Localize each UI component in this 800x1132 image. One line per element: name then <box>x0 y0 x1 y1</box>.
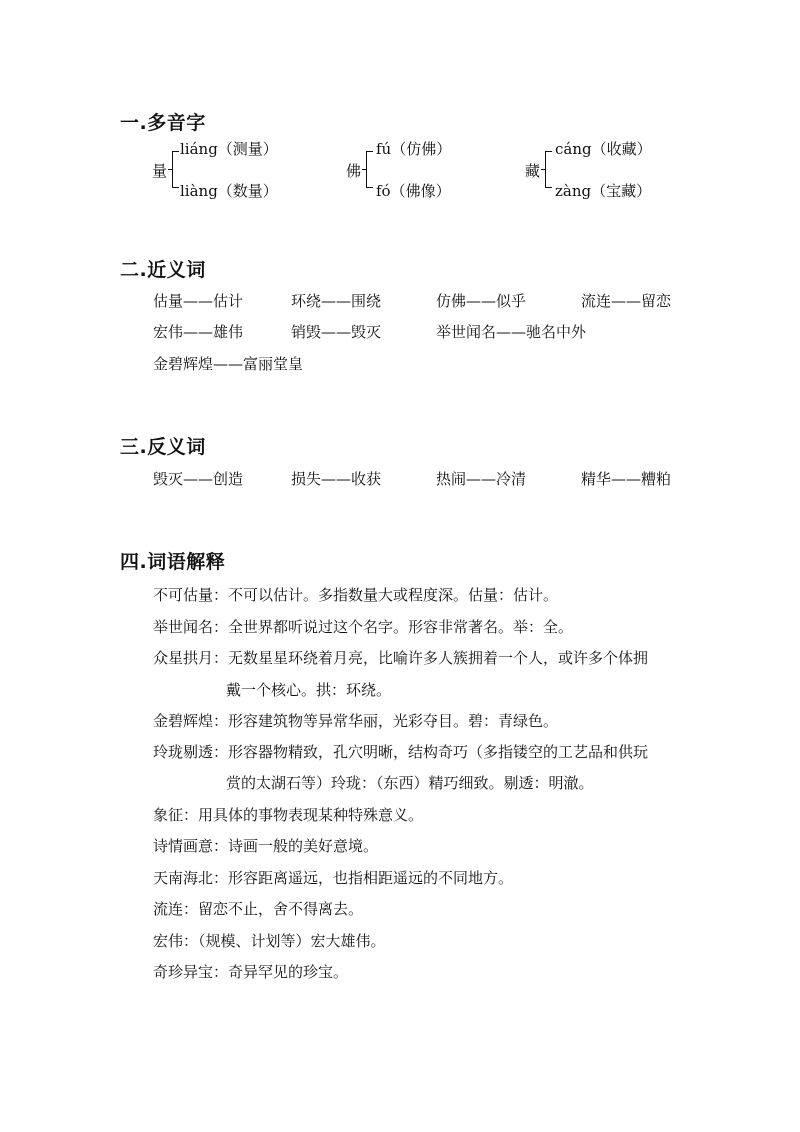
polyphone-reading: cáng（收藏） <box>555 140 652 158</box>
definition-line: 天南海北：形容距离遥远，也指相距遥远的不同地方。 <box>153 869 514 887</box>
definition-line: 举世闻名：全世界都听说过这个名字。形容非常著名。举：全。 <box>153 618 574 636</box>
section-heading-antonyms: 三.反义词 <box>120 436 206 458</box>
definition-line: 奇珍异宝：奇异罕见的珍宝。 <box>153 963 349 981</box>
polyphone-char: 佛 <box>346 162 362 180</box>
brace-icon <box>168 149 175 190</box>
synonym-pair: 销毁——毁灭 <box>291 323 382 341</box>
definition-line: 玲珑剔透：形容器物精致，孔穴明晰，结构奇巧（多指镂空的工艺品和供玩 <box>153 743 649 761</box>
synonym-pair: 流连——留恋 <box>581 292 672 310</box>
antonym-pair: 毁灭——创造 <box>153 470 244 488</box>
synonym-pair: 估量——估计 <box>153 292 244 310</box>
polyphone-reading: liàng（数量） <box>180 182 278 200</box>
section-heading-definitions: 四.词语解释 <box>120 551 226 573</box>
polyphone-char: 量 <box>152 162 168 180</box>
polyphone-reading: fú（仿佛） <box>376 140 452 158</box>
polyphone-reading: fó（佛像） <box>376 182 451 200</box>
antonym-pair: 热闹——冷清 <box>436 470 527 488</box>
polyphone-char: 藏 <box>525 162 541 180</box>
definition-line: 众星拱月：无数星星环绕着月亮，比喻许多人簇拥着一个人，或许多个体拥 <box>153 649 649 667</box>
brace-icon <box>541 149 548 190</box>
polyphone-reading: liáng（测量） <box>180 140 278 158</box>
section-heading-synonyms: 二.近义词 <box>120 259 206 281</box>
definition-line-continued: 赏的太湖石等）玲珑：（东西）精巧细致。剔透：明澈。 <box>226 774 594 792</box>
synonym-pair: 金碧辉煌——富丽堂皇 <box>153 355 304 373</box>
definition-line: 金碧辉煌：形容建筑物等异常华丽，光彩夺目。碧：青绿色。 <box>153 712 559 730</box>
definition-line: 流连：留恋不止，舍不得离去。 <box>153 900 364 918</box>
definition-line: 象征：用具体的事物表现某种特殊意义。 <box>153 806 424 824</box>
brace-icon <box>362 149 369 190</box>
synonym-pair: 环绕——围绕 <box>291 292 382 310</box>
definition-line: 不可估量：不可以估计。多指数量大或程度深。估量：估计。 <box>153 586 559 604</box>
antonym-pair: 精华——糟粕 <box>581 470 672 488</box>
definition-line: 诗情画意：诗画一般的美好意境。 <box>153 837 379 855</box>
definition-line: 宏伟：（规模、计划等）宏大雄伟。 <box>153 932 386 950</box>
synonym-pair: 举世闻名——驰名中外 <box>436 323 587 341</box>
antonym-pair: 损失——收获 <box>291 470 382 488</box>
section-heading-polyphone: 一.多音字 <box>120 112 206 134</box>
polyphone-reading: zàng（宝藏） <box>555 182 652 200</box>
definition-line-continued: 戴一个核心。拱：环绕。 <box>226 681 392 699</box>
synonym-pair: 宏伟——雄伟 <box>153 323 244 341</box>
synonym-pair: 仿佛——似乎 <box>436 292 527 310</box>
